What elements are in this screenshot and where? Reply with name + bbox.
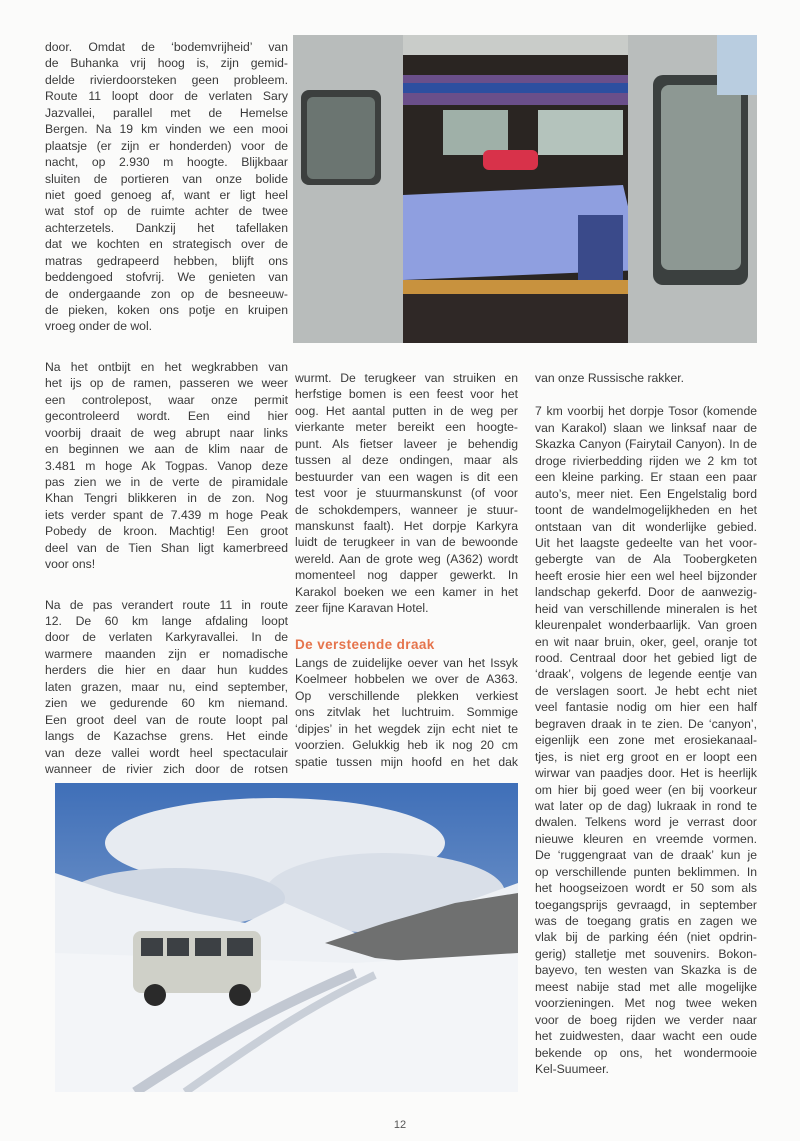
text-line: sluiten de portieren van onze bolide [45, 171, 288, 186]
text-line: pas zien we in de verte de piramidale [45, 474, 288, 489]
text-line: Pobedy de kroon. Machtig! Een groot [45, 524, 288, 539]
text-line: bestuurder van een wagen is dit een [295, 469, 518, 484]
text-line: Na de pas verandert route 11 in route [45, 597, 288, 612]
text-line: Langs de zuidelijke oever van het Issyk [295, 656, 518, 670]
text-line: ons zitvlak het luchtruim. Sommige [295, 705, 518, 720]
text-line: laten grazen, maar nu, eind september, [45, 679, 288, 694]
text-line: Kel-Suumeer. [535, 1061, 609, 1076]
text-column-1 [45, 39, 288, 777]
paragraph [45, 39, 288, 335]
text-line: meest nabije stad met alle mogelijke [535, 979, 757, 994]
text-line: Een groot deel van de route loopt pal [45, 712, 288, 727]
text-line: een kleine parking. Er staan een paar [535, 470, 757, 485]
text-line: van onze Russische rakker. [535, 371, 685, 385]
text-line: herfstige bomen is een feest voor het [295, 387, 518, 402]
text-line: kleurenpalet wonderbaarlijk. Van groen [535, 618, 757, 633]
text-line: plaatsje (er zijn er honderden) voor de [45, 138, 288, 153]
text-line: zien we gedurende 60 km niemand. [45, 696, 288, 711]
text-line: rood. Centraal door het gebied ligt de [535, 651, 757, 665]
text-line: en beginnen we aan de klim naar de [45, 442, 288, 457]
text-line: test voor je stuurmanskunst (of voor [295, 486, 518, 501]
text-line: 7 km voorbij het dorpje Tosor (komende [535, 404, 757, 419]
text-line: wanneer de rivier zich door de rotsen [45, 761, 288, 776]
text-line: langs de Kazachse grens. Het einde [45, 729, 288, 744]
text-line: was de toegang gratis en zagen we [535, 914, 757, 928]
text-line: voorzieningen. Met nog twee weken [535, 996, 757, 1011]
text-line: ‘dipjes’ in het wegdek zijn echt niet te [295, 721, 518, 736]
paragraph [295, 655, 518, 770]
text-line: Op verschillende plekken verkiest [295, 688, 518, 703]
text-line: de Buhanka vrij hoog is, zijn gemid- [45, 56, 288, 71]
text-line: Route 11 loopt door de verlaten Sary [45, 89, 288, 104]
text-column-2 [295, 370, 518, 617]
text-column-2-section [295, 655, 518, 770]
text-line: warmere maanden zijn er nomadische [45, 646, 288, 661]
text-line: deel van de Tien Shan ligt kamerbreed [45, 540, 288, 555]
text-line: auto’s, meer niet. Een Engelstalig bord [535, 486, 757, 501]
paragraph [45, 597, 288, 778]
text-line: dwalen. Telkens word je verrast door [535, 815, 757, 830]
page-number: 12 [393, 1119, 407, 1131]
text-line: 12. De 60 km lange afdaling loopt [45, 614, 288, 628]
text-line: momenteel nog dapper gewerkt. In [295, 568, 518, 583]
text-line: herders die hier en daar hun kuddes [45, 663, 288, 678]
text-line: wat stof op de ruimte achter de twee [45, 204, 288, 219]
text-line: door de verlaten Karkyravallei. In de [45, 630, 288, 645]
text-line: toegangsprijs gevraagd, in september [535, 897, 757, 912]
text-line: en wit naar bruin, oker, geel, oranje tot [535, 634, 757, 649]
text-line: van deze vallei wordt heel spectaculair [45, 745, 288, 760]
text-column-3 [535, 370, 757, 1077]
text-line: voor ons! [45, 557, 96, 572]
text-line: delde rivierdoorsteken geen probleem. [45, 72, 288, 87]
text-line: begraven draak in te zien. De ‘canyon’, [535, 716, 757, 731]
text-line: ontstaan van dit wonderlijke gebied. [535, 519, 757, 534]
text-line: punt. Als fietser laveer je behendig [295, 436, 518, 451]
text-line: om hier bij goed weer (en bij voorkeur [535, 782, 757, 797]
text-line: voor de boeg rijden we verder naar [535, 1012, 757, 1027]
text-line: wirwar van paadjes door. Het is heerlijk [535, 766, 757, 781]
text-line: De ‘ruggengraat van de draak’ kun je [535, 848, 757, 863]
text-line: bayevo, ten westen van Skazka is de [535, 963, 757, 978]
text-line: beddengoed stofvrij. We genieten van [45, 270, 288, 285]
text-line: toont de wandelmogelijkheden en het [535, 503, 757, 518]
text-line: manskunst faalt). Het dorpje Karkyra [295, 518, 518, 533]
text-line: het zuidwesten, daar wacht een oude [535, 1029, 757, 1044]
paragraph [295, 370, 518, 617]
text-line: vierkante meter bereikt een hoogte- [295, 420, 518, 435]
text-line: bekende op ons, het wondermooie [535, 1045, 757, 1060]
text-line: gerig) stalletje met souvenirs. Bokon- [535, 946, 757, 961]
text-line: een controlepost, waar onze permit [45, 392, 288, 407]
text-line: iets verder spant de 7.439 m hoge Peak [45, 507, 288, 522]
text-line: spatie tussen mijn hoofd en het dak [295, 754, 518, 769]
text-line: dat we kochten en strategisch over de [45, 237, 288, 252]
text-line: heeft erosie hier een wel heel bijzonder [535, 568, 757, 583]
text-line: de verslagen soort. Je hebt echt niet [535, 683, 757, 698]
text-line: zeer fijne Karavan Hotel. [295, 601, 429, 616]
text-line: nieuwe kleuren en vreemde vormen. [535, 831, 757, 846]
photo-van-interior [293, 35, 757, 343]
text-line: luidt de terugkeer in van de bewoonde [295, 535, 518, 550]
text-line: de pieken, koken ons potje en kruipen [45, 303, 288, 317]
text-line: het ijs op de ramen, passeren we weer [45, 376, 288, 391]
photo-van-in-snow [55, 783, 518, 1092]
text-line: droge rivierbedding rijden we 2 km tot [535, 453, 757, 468]
text-line: oog. Het aantal putten in de weg per [295, 403, 518, 418]
text-line: Karakol boeken we een kamer in het [295, 584, 518, 599]
text-line: Na het ontbijt en het wegkrabben van [45, 359, 288, 374]
section-heading: De versteende draak [295, 637, 435, 652]
text-line: gebergte van de Ala Toobergketen [535, 552, 757, 567]
text-line: Jazvallei, parallel met de Hemelse [45, 105, 288, 120]
text-line: heid van verschillende mineralen is het [535, 601, 757, 616]
text-line: eigenlijk een zone met erosiekanaal- [535, 733, 757, 748]
text-line: Koelmeer hobbelen we over de A363. [295, 672, 518, 687]
text-line: vlak bij de parking één (niet opdrin- [535, 930, 757, 945]
text-line: 3.481 m hoge Ak Togpas. Vanop deze [45, 458, 288, 473]
text-line: Skazka Canyon (Fairytail Canyon). In de [535, 437, 757, 452]
text-line: wat later op de dag) lukraak in rond te [535, 798, 757, 813]
text-line: ‘draak’, volgens de legende eentje van [535, 667, 757, 682]
paragraph [535, 370, 757, 386]
text-line: Bergen. Na 19 km vinden we een mooi [45, 122, 288, 137]
text-line: vroeg onder de wol. [45, 319, 153, 334]
text-line: op verschillende punten beklimmen. In [535, 864, 757, 879]
text-line: van Karakol) slaan we linksaf naar de [535, 420, 757, 435]
paragraph [45, 359, 288, 573]
text-line: Uit het laagste gedeelte van het voor- [535, 535, 757, 550]
text-line: tussen al deze ondingen, maar als [295, 453, 518, 468]
text-line: Khan Tengri blikkeren in de zon. Nog [45, 491, 288, 506]
text-line: gecontroleerd wordt. Een eind hier [45, 409, 288, 424]
text-line: wereld. Aan de grote weg (A362) wordt [295, 551, 518, 566]
text-line: het hoogseizoen wordt er 50 som als [535, 881, 757, 896]
text-line: de ondergaande zon op de besneeuw- [45, 286, 288, 301]
text-line: niet goed genoeg af, want er ligt heel [45, 187, 288, 202]
text-line: matras gedrapeerd hebben, blijft ons [45, 253, 288, 268]
text-line: de schokdempers, wanneer je stuur- [295, 502, 518, 517]
paragraph [535, 403, 757, 1077]
text-line: voorbij draait de weg abrupt naar links [45, 425, 288, 440]
text-line: nacht, op 2.930 m hoogte. Blijkbaar [45, 155, 288, 170]
text-line: veel fantasie nodig om hier een half [535, 700, 757, 715]
text-line: achterzetels. Dankzij het tafellaken [45, 220, 288, 235]
text-line: door. Omdat de ‘bodemvrijheid’ van [45, 40, 288, 54]
text-line: wurmt. De terugkeer van struiken en [295, 371, 518, 385]
text-line: landschap gekerfd. Door de aanwezig- [535, 585, 757, 600]
text-line: tjes, is niet erg groot en er loopt een [535, 749, 757, 764]
text-line: voorzien. Gelukkig heb ik nog 20 cm [295, 738, 518, 753]
